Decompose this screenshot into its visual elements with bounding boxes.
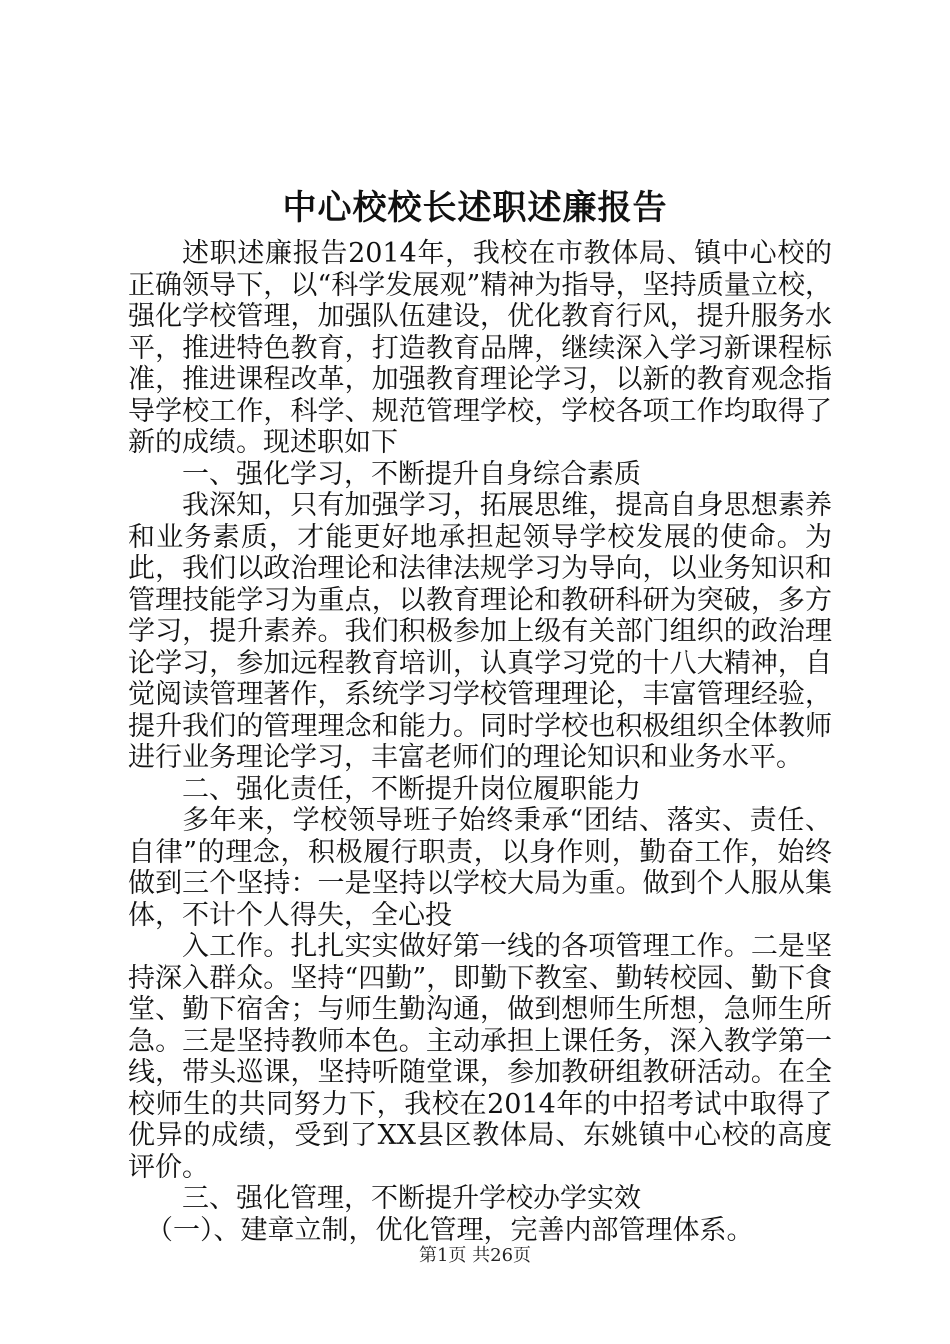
- section-2-paragraph-b: 入工作。扎扎实实做好第一线的各项管理工作。二是坚持深入群众。坚持“四勤”，即勤下教室、勤转校园、勤下食堂、勤下宿舍；与师生勤沟通，做到想师生所想，急师生所急。三是坚持教师本色。主动承担上课任务，深入教学第一线，带头巡课，坚持听随堂课，参加教研组教研活动。在全校师生的共同努力下，我校在2014年的中招考试中取得了优异的成绩，受到了XX县区教体局、东姚镇中心校的高度评价。: [128, 931, 832, 1183]
- section-heading-3: 三、强化管理，不断提升学校办学实效: [182, 1183, 641, 1214]
- section-heading-1: 一、强化学习，不断提升自身综合素质: [182, 458, 641, 490]
- section-1-paragraph: 我深知，只有加强学习，拓展思维，提高自身思想素养和业务素质，才能更好地承担起领导学校发展的使命。为此，我们以政治理论和法律法规学习为导向，以业务知识和管理技能学习为重点，以教育理论和教研科研为突破，多方学习，提升素养。我们积极参加上级有关部门组织的政治理论学习，参加远程教育培训，认真学习党的十八大精神，自觉阅读管理著作，系统学习学校管理理论，丰富管理经验，提升我们的管理理念和能力。同时学校也积极组织全体教师进行业务理论学习，丰富老师们的理论知识和业务水平。: [128, 490, 832, 773]
- page-number-footer: 第1页 共26页: [418, 1245, 532, 1266]
- subsection-heading-3-1: （一）、建章立制，优化管理，完善内部管理体系。: [146, 1214, 754, 1246]
- section-2-paragraph-a: 多年来，学校领导班子始终秉承“团结、落实、责任、自律”的理念，积极履行职责，以身作则，勤奋工作，始终做到三个坚持：一是坚持以学校大局为重。做到个人服从集体，不计个人得失，全心投: [128, 805, 832, 931]
- section-heading-2: 二、强化责任，不断提升岗位履职能力: [182, 773, 641, 805]
- document-body: [128, 238, 832, 1246]
- intro-paragraph: 述职述廉报告2014年，我校在市教体局、镇中心校的正确领导下，以“科学发展观”精神为指导，坚持质量立校，强化学校管理，加强队伍建设，优化教育行风，提升服务水平，推进特色教育，打造教育品牌，继续深入学习新课程标准，推进课程改革，加强教育理论学习，以新的教育观念指导学校工作，科学、规范管理学校，学校各项工作均取得了新的成绩。现述职如下: [128, 238, 832, 458]
- document-title: 中心校校长述职述廉报告: [282, 188, 668, 228]
